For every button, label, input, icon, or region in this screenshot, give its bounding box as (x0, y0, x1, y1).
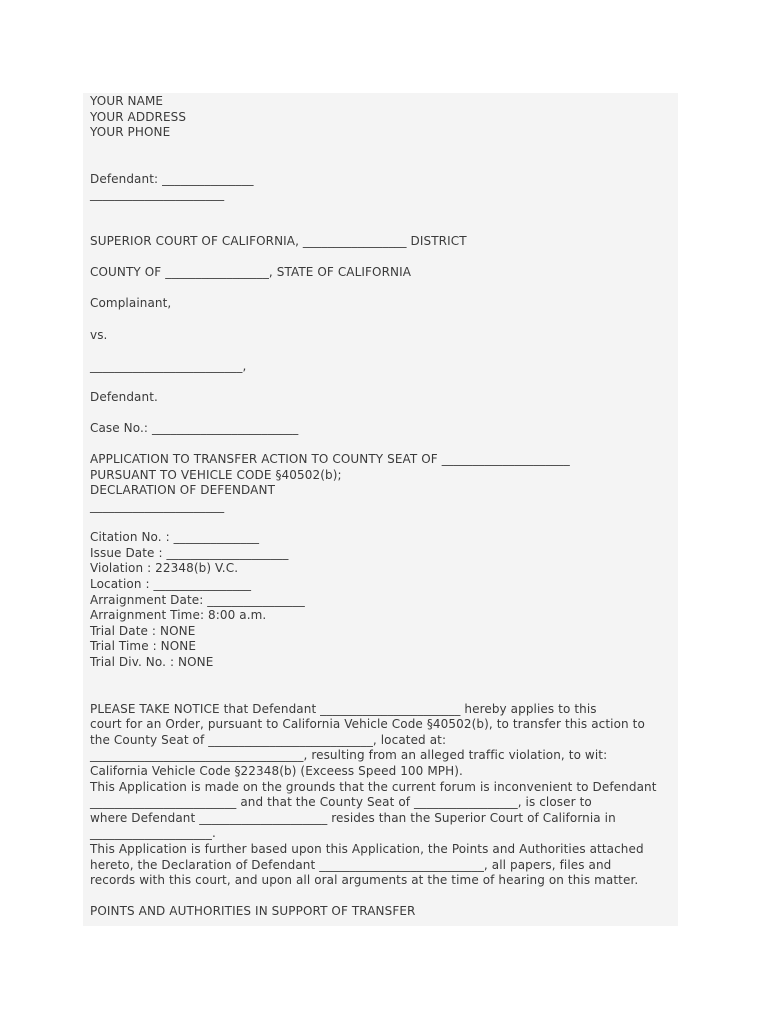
application-title-line-1: APPLICATION TO TRANSFER ACTION TO COUNTY SEAT OF _____________________ (90, 452, 570, 467)
your-address: YOUR ADDRESS (90, 109, 187, 124)
notice-line: ____________________. (90, 826, 216, 841)
application-title-line-4: ______________________ (90, 499, 225, 514)
trial-div-number: Trial Div. No. : NONE (90, 655, 214, 669)
application-title-line-3: DECLARATION OF DEFENDANT (90, 483, 275, 498)
defendant-label: Defendant. (90, 389, 158, 404)
notice-line: California Vehicle Code §22348(b) (Exceess Speed 100 MPH). (90, 763, 463, 778)
notice-line: ________________________ and that the County Seat of _________________, is closer to (90, 795, 592, 810)
notice-line: the County Seat of ___________________________, located at: (90, 732, 447, 747)
your-phone: YOUR PHONE (90, 125, 171, 140)
arraignment-time: Arraignment Time: 8:00 a.m. (90, 608, 267, 623)
issue-date: Issue Date : ____________________ (90, 545, 289, 560)
trial-date: Trial Date : NONE (90, 623, 196, 638)
application-title-line-2: PURSUANT TO VEHICLE CODE §40502(b); (90, 467, 342, 482)
party-name-blank: _________________________, (90, 358, 247, 373)
notice-line: PLEASE TAKE NOTICE that Defendant _______________________ hereby applies to this (90, 701, 597, 716)
notice-line: court for an Order, pursuant to California Vehicle Code §40502(b), to transfer this action to (90, 717, 645, 732)
county-line: COUNTY OF _________________, STATE OF CALIFORNIA (90, 265, 412, 280)
violation: Violation : 22348(b) V.C. (90, 561, 239, 576)
defendant-line: Defendant: _______________ (90, 171, 254, 186)
arraignment-date: Arraignment Date: ________________ (90, 592, 305, 607)
document-page (83, 93, 678, 926)
defendant-blank-line: ______________________ (90, 187, 225, 202)
location: Location : ________________ (90, 577, 252, 592)
trial-time: Trial Time : NONE (90, 639, 197, 654)
document-body (90, 94, 676, 920)
notice-line: This Application is made on the grounds that the current forum is inconvenient to Defendant (90, 779, 657, 794)
case-number: Case No.: ________________________ (90, 421, 299, 436)
your-name: YOUR NAME (90, 94, 164, 108)
points-and-authorities-heading: POINTS AND AUTHORITIES IN SUPPORT OF TRANSFER (90, 904, 416, 919)
complainant-label: Complainant, (90, 296, 172, 311)
notice-line: records with this court, and upon all oral arguments at the time of hearing on this matter. (90, 873, 639, 888)
notice-line: This Application is further based upon this Application, the Points and Authorities attached (90, 841, 644, 856)
court-name-line: SUPERIOR COURT OF CALIFORNIA, _________________ DISTRICT (90, 233, 467, 248)
notice-line: hereto, the Declaration of Defendant ___________________________, all papers, files and (90, 857, 612, 872)
notice-line: ___________________________________, resulting from an alleged traffic violation, to wit: (90, 748, 608, 763)
versus-label: vs. (90, 327, 108, 342)
notice-line: where Defendant _____________________ resides than the Superior Court of California in (90, 810, 616, 825)
citation-number: Citation No. : ______________ (90, 530, 260, 545)
